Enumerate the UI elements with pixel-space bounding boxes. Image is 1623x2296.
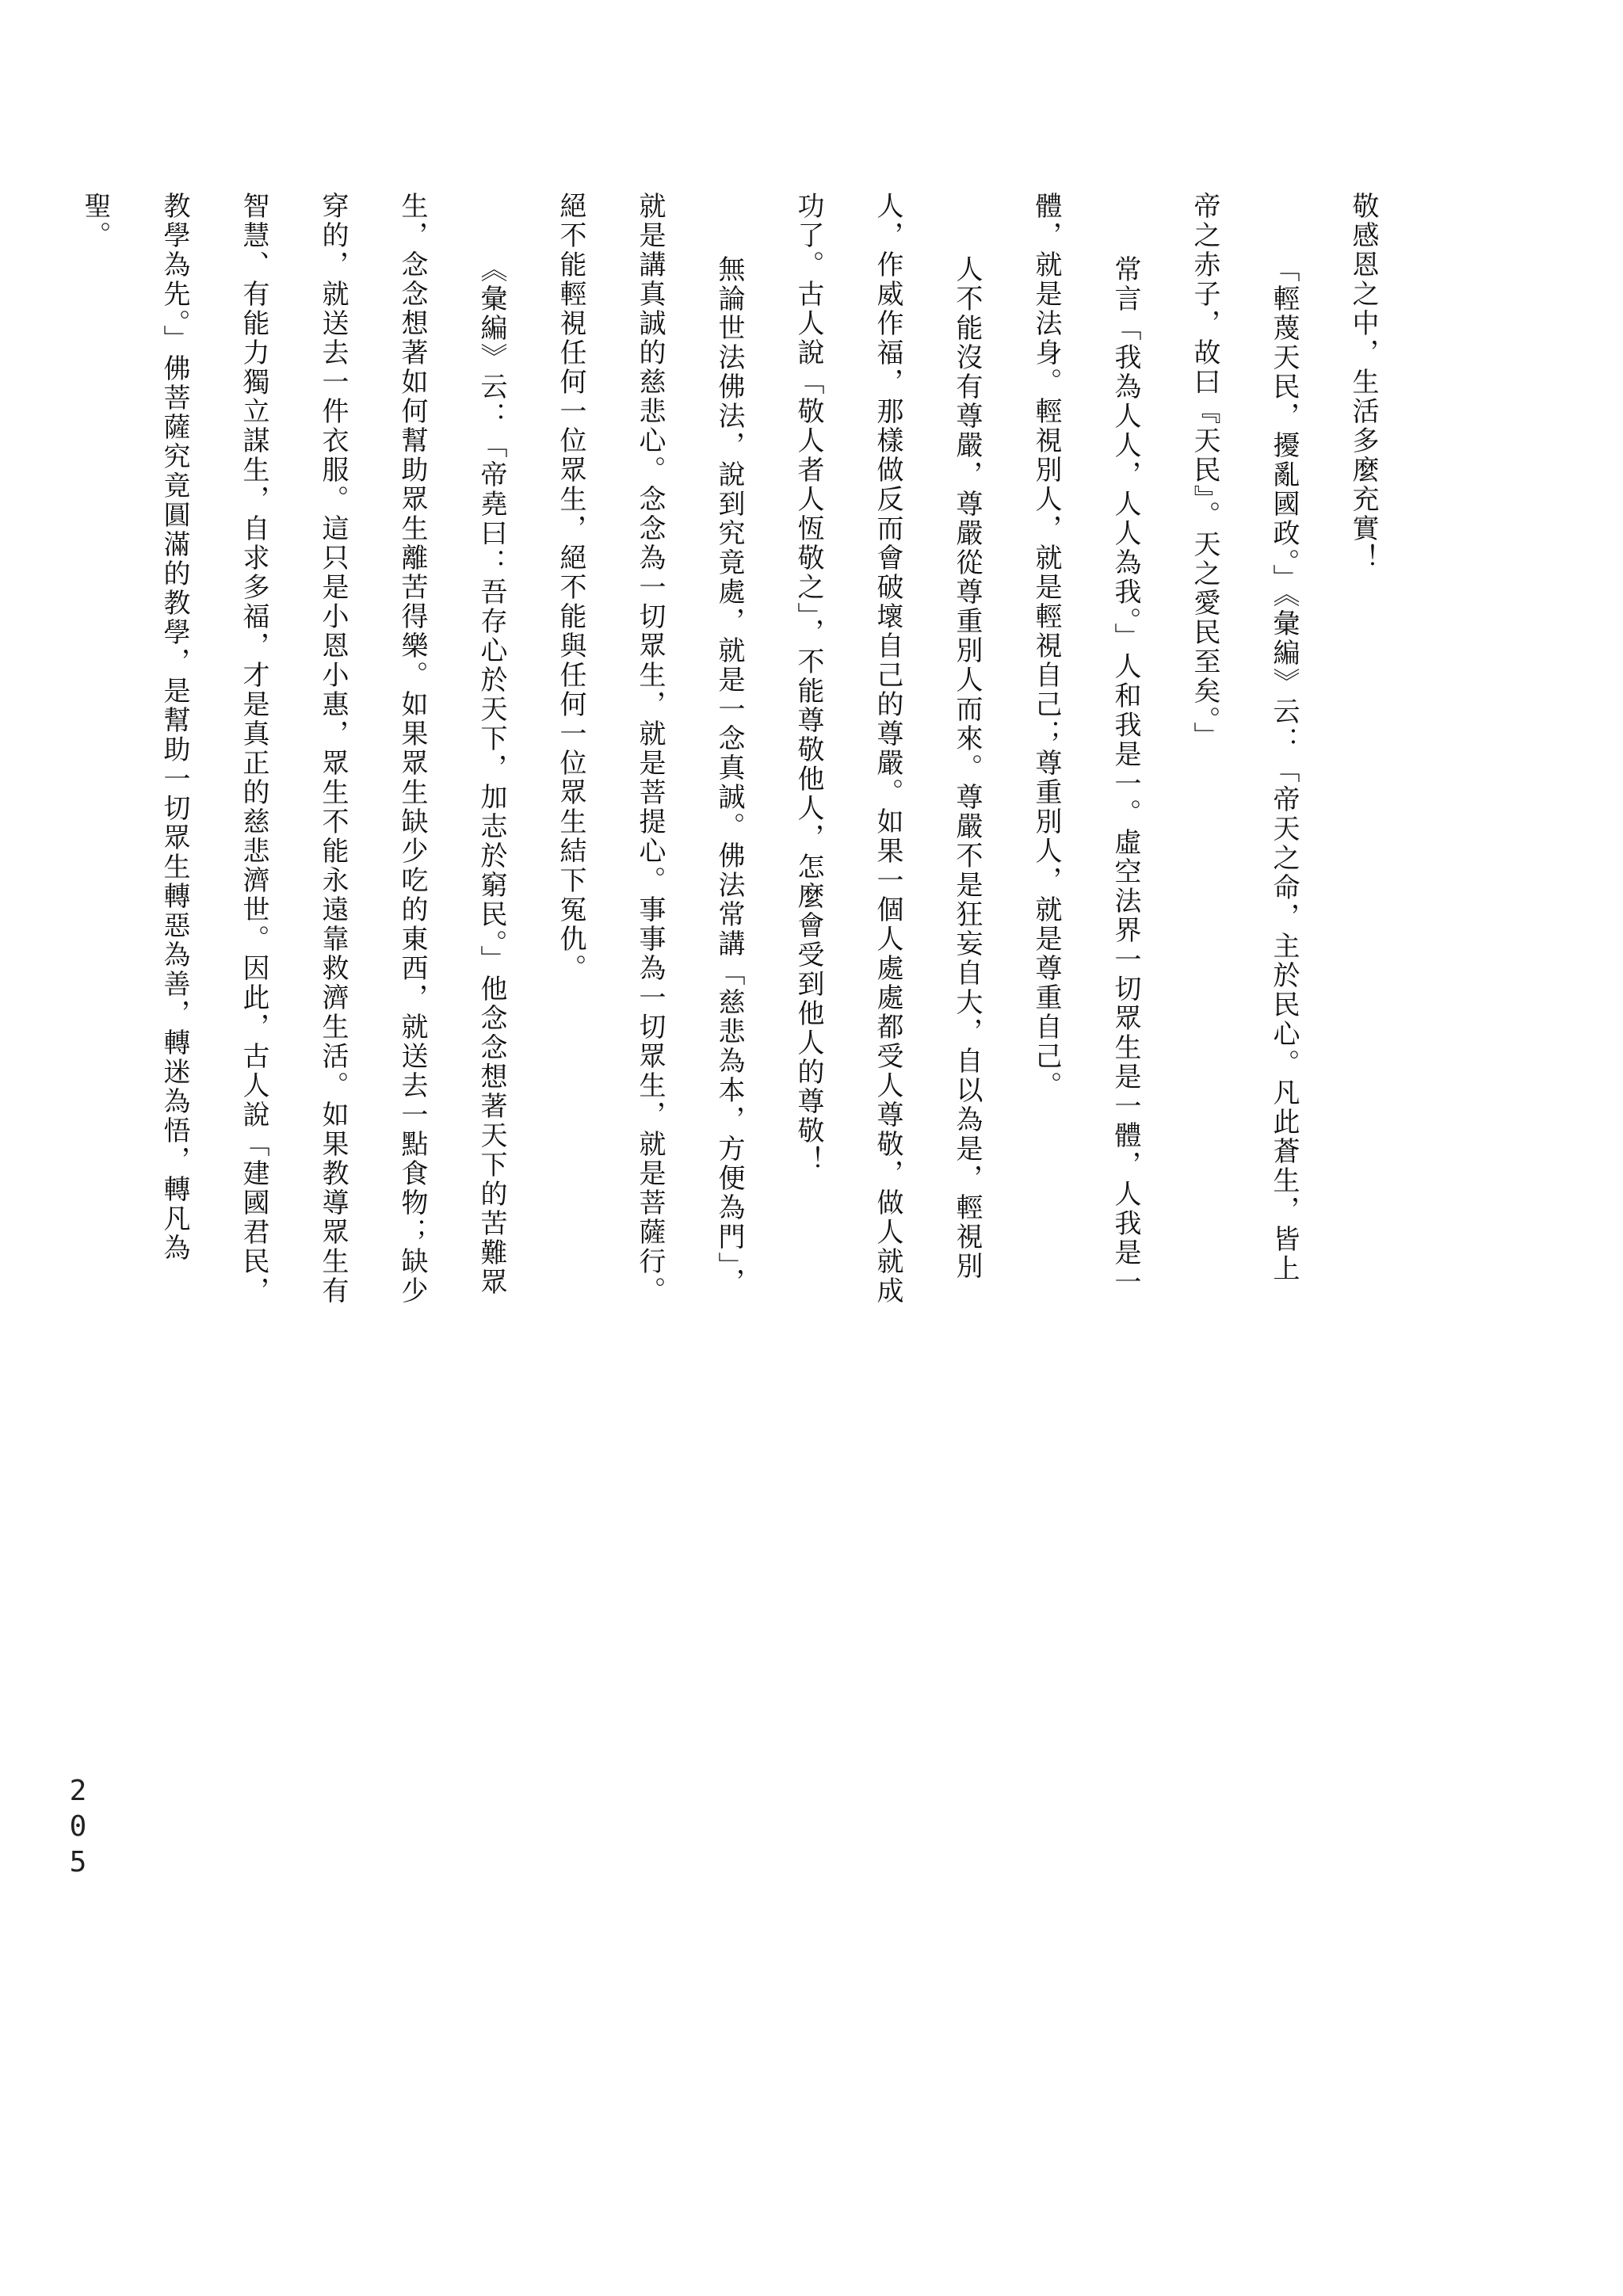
text-column: 聖。 [79, 192, 111, 250]
text-column: 「輕蔑天民，擾亂國政。」《彙編》云：「帝天之命，主於民心。凡此蒼生，皆上 [1268, 255, 1300, 1283]
text-column: 《彙編》云：「帝堯曰：吾存心於天下，加志於窮民。」他念念想著天下的苦難眾 [475, 255, 507, 1297]
text-column: 人，作威作福，那樣做反而會破壞自己的尊嚴。如果一個人處處都受人尊敬，做人就成 [872, 192, 903, 1306]
text-column: 絕不能輕視任何一位眾生，絕不能與任何一位眾生結下冤仇。 [555, 192, 586, 983]
text-column: 常言「我為人人，人人為我。」人和我是一。虛空法界一切眾生是一體，人我是一 [1109, 255, 1141, 1297]
text-column: 生，念念想著如何幫助眾生離苦得樂。如果眾生缺少吃的東西，就送去一點食物；缺少 [396, 192, 428, 1306]
text-column: 無論世法佛法，說到究竟處，就是一念真誠。佛法常講「慈悲為本，方便為門」， [713, 255, 745, 1297]
text-column: 功了。古人說「敬人者人恆敬之」，不能尊敬他人，怎麼會受到他人的尊敬！ [792, 192, 824, 1175]
text-column: 就是講真誠的慈悲心。念念為一切眾生，就是菩提心。事事為一切眾生，就是菩薩行。 [634, 192, 666, 1306]
text-column: 人不能沒有尊嚴，尊嚴從尊重別人而來。尊嚴不是狂妄自大，自以為是，輕視別 [951, 255, 983, 1281]
text-column: 教學為先。」佛菩薩究竟圓滿的教學，是幫助一切眾生轉惡為善，轉迷為悟，轉凡為 [158, 192, 190, 1263]
text-column: 敬感恩之中，生活多麼充實！ [1347, 192, 1379, 573]
text-column: 智慧、有能力獨立謀生，自求多福，才是真正的慈悲濟世。因此，古人說「建國君民， [238, 192, 269, 1306]
text-column: 帝之赤子，故曰『天民』。天之愛民至矣。」 [1189, 192, 1220, 751]
text-column: 體，就是法身。輕視別人，就是輕視自己；尊重別人，就是尊重自己。 [1030, 192, 1062, 1100]
page-number: 205 [62, 1775, 94, 1882]
text-column: 穿的，就送去一件衣服。這只是小恩小惠，眾生不能永遠靠救濟生活。如果教導眾生有 [317, 192, 349, 1306]
vertical-text-body [55, 192, 1403, 2217]
